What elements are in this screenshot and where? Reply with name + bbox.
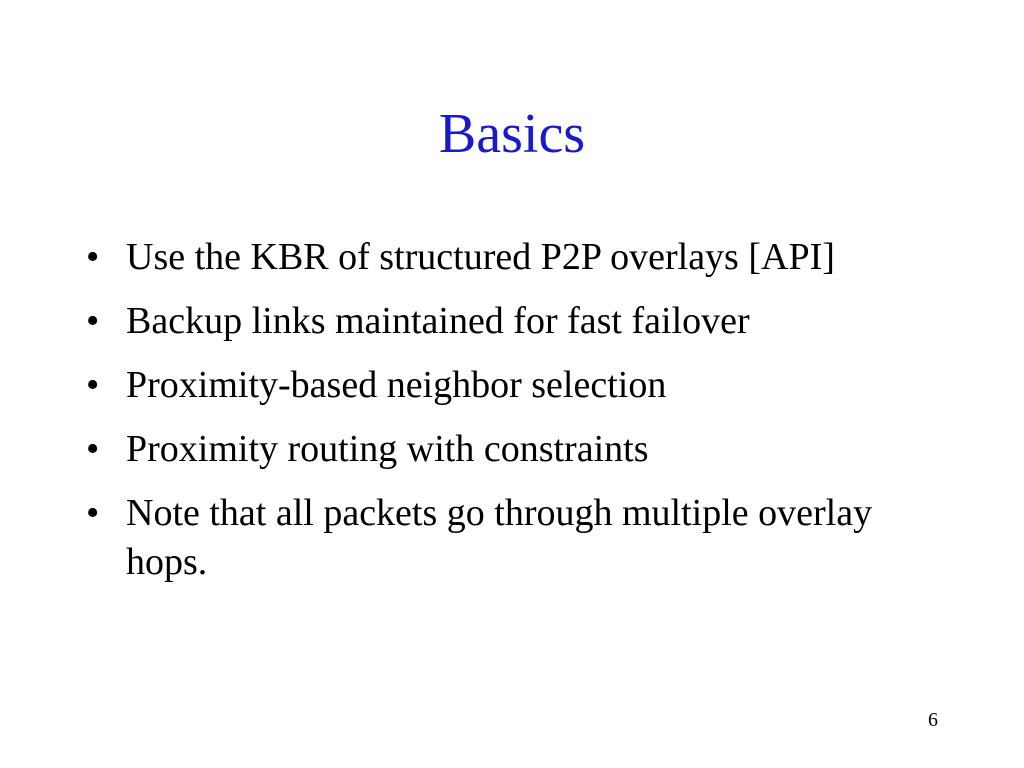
bullet-marker: • <box>86 364 100 406</box>
bullet-list <box>86 233 926 602</box>
bullet-item <box>86 425 926 474</box>
bullet-item <box>86 297 926 346</box>
bullet-text: Proximity routing with constraints <box>126 428 649 470</box>
bullet-marker: • <box>86 300 100 342</box>
bullet-marker: • <box>86 428 100 470</box>
bullet-item <box>86 361 926 410</box>
bullet-text: Proximity-based neighbor selection <box>126 364 667 406</box>
bullet-text: Backup links maintained for fast failover <box>126 300 750 342</box>
slide-title: Basics <box>438 103 586 165</box>
bullet-item <box>86 489 926 587</box>
bullet-text: Note that all packets go through multiple overlay hops. <box>126 492 873 583</box>
bullet-text: Use the KBR of structured P2P overlays [API] <box>126 236 835 278</box>
bullet-item <box>86 233 926 282</box>
bullet-marker: • <box>86 492 100 534</box>
bullet-marker: • <box>86 236 100 278</box>
page-number: 6 <box>928 709 938 731</box>
